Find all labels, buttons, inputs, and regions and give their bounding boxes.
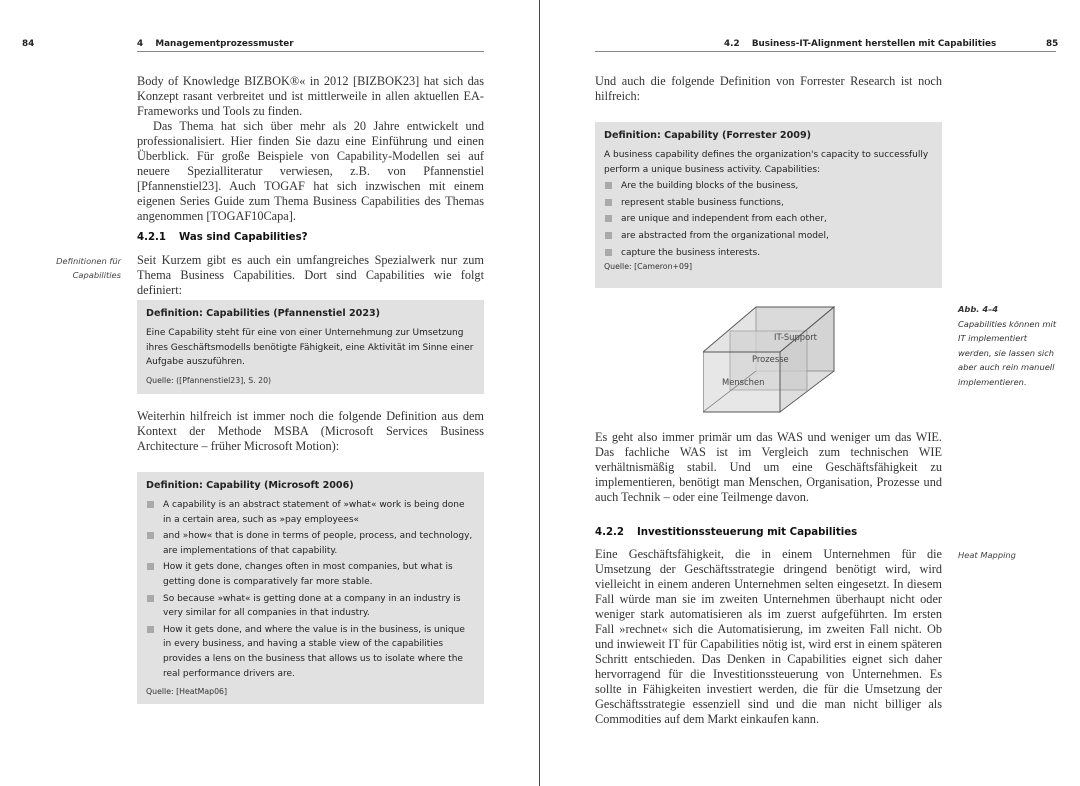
margin-note-heat-mapping: Heat Mapping [958,550,1016,560]
list-item [604,179,933,194]
investment-paragraph: Eine Geschäftsfähigkeit, die in einem Unternehmen für die Umsetzung der Geschäftsstrategie dringend benötigt wird, wird vielleicht in einem anderen Unternehmen selten eingesetzt. In diesem Fall würde man sie im zweiten Unternehmen überhaupt nicht oder weniger stark automatisieren als im zuerst aufgeführten. Im ersten Fall »rechnet« sich die Automatisierung, im zweiten Fall nicht. Ob und inwieweit IT für Capabilities nötig ist, wird erst in einem späteren Schritt entschieden. Das Denken in Capabilities eignet sich daher hervorragend für die Investitionssteuerung von Unternehmen. Es sollte in Fähigkeiten investiert werden, die für die Umsetzung der Geschäftsstrategie essenziell sind und die man nicht billiger als Commodities auf dem Markt einkaufen kann. [595,547,942,726]
square-bullet-icon [147,563,154,570]
intro-paragraph-2: Das Thema hat sich über mehr als 20 Jahre entwickelt und professionalisiert. Hier finden Sie dazu eine Einführung und einen Überblick. Für große Beispiele von Capability-Modellen sei auf neuere Spezialliteratur verwiesen, z.B. von Pfannenstiel [Pfannenstiel23]. Auch TOGAF hat sich inzwischen mit einem eigenen Series Guide zum Thema Business Capabilities des Themas angenommen [TOGAF10Capa]. [137,119,484,223]
square-bullet-icon [147,532,154,539]
square-bullet-icon [605,249,612,256]
list-item-text: A capability is an abstract statement of »what« work is being done in a certain area, such as »pay employees« [163,500,465,525]
definition-source: Quelle: [Cameron+09] [604,262,693,272]
left-running-head: 4 Managementprozessmuster [137,39,294,49]
list-item [146,560,475,589]
square-bullet-icon [605,215,612,222]
was-wie-paragraph: Es geht also immer primär um das WAS und weniger um das WIE. Das fachliche WAS ist im Vergleich zum technischen WIE verhältnismäßig stabil. Und um eine Geschäftsfähigkeit zu implementieren, benötigt man Menschen, Organisation, Prozesse und auch Technik – oder eine Teilmenge davon. [595,430,942,504]
list-item [146,623,475,681]
section-number: 4.2.2 [595,527,625,538]
margin-note-line-1: Definitionen für [56,256,121,266]
left-page-number: 84 [22,39,35,49]
square-bullet-icon [147,626,154,633]
list-item [146,498,475,527]
section-heading-4-2-1 [137,232,308,243]
figure-caption [958,302,1062,390]
definition-box-microsoft [137,472,484,704]
forrester-intro-paragraph: Und auch die folgende Definition von Forrester Research ist noch hilfreich: [595,74,942,103]
list-item-text: How it gets done, changes often in most companies, but what is getting done is comparatively far more stable. [163,562,453,587]
definition-title: Definition: Capability (Microsoft 2006) [146,480,354,491]
definition-text: A business capability defines the organization's capacity to successfully perform a unique business activity. Capabilities: [604,150,929,175]
cube-label-prozesse: Prozesse [752,354,789,364]
list-item [604,229,933,244]
list-item [604,212,933,227]
list-item [604,246,933,261]
figure-caption-text: Capabilities können mit IT implementiert werden, sie lassen sich aber auch rein manuell implementieren. [958,318,1057,387]
list-item [146,529,475,558]
definition-text: Eine Capability steht für eine von einer Unternehmung zur Umsetzung ihres Geschäftsmodells benötigte Fähigkeit, eine Aktivität im Sinne einer Aufgabe auszuführen. [146,328,474,368]
section-heading-4-2-2 [595,527,857,538]
list-item-text: How it gets done, and where the value is in the business, is unique in every business, and having a stable view of the capabilities provides a lens on the business that allows us to isolate where the real performance drivers are. [163,624,465,679]
definition-title: Definition: Capabilities (Pfannenstiel 2023) [146,308,381,319]
cube-label-it-support: IT-Support [774,332,817,342]
square-bullet-icon [605,182,612,189]
list-item-text: are unique and independent from each other, [621,214,827,225]
definition-title: Definition: Capability (Forrester 2009) [604,130,812,141]
list-item-text: and »how« that is done in terms of people, process, and technology, are implementations of that capability. [163,531,473,556]
list-item-text: represent stable business functions, [621,197,784,208]
section-number: 4.2.1 [137,232,167,243]
list-item-text: capture the business interests. [621,247,761,258]
intro-paragraph-1: Body of Knowledge BIZBOK®« in 2012 [BIZBOK23] hat sich das Konzept rasant verbreitet und ist mittlerweile in allen aktuellen EA-Frameworks und Tools zu finden. [137,74,484,118]
section-4-2-1-paragraph: Seit Kurzem gibt es auch ein umfangreiches Spezialwerk nur zum Thema Business Capabilities. Dort sind Capabilities wie folgt definiert: [137,253,484,297]
list-item-text: Are the building blocks of the business, [621,181,799,192]
definition-bullet-list [146,498,475,681]
list-item [604,196,933,211]
margin-note-definitions [20,254,121,282]
list-item [146,592,475,621]
left-intro-text [137,74,484,224]
section-title: Investitionssteuerung mit Capabilities [637,527,858,538]
margin-note-line-2: Capabilities [72,270,121,280]
square-bullet-icon [147,595,154,602]
list-item-text: So because »what« is getting done at a company in an industry is very similar for all companies in that industry. [163,593,461,619]
right-running-head: 4.2 Business-IT-Alignment herstellen mit Capabilities [724,39,997,49]
square-bullet-icon [605,199,612,206]
square-bullet-icon [605,232,612,239]
square-bullet-icon [147,501,154,508]
definition-source: Quelle: [HeatMap06] [146,687,228,697]
cube-label-menschen: Menschen [722,377,765,387]
section-title: Was sind Capabilities? [179,232,308,243]
figure-number: Abb. 4–4 [958,304,999,314]
msba-paragraph: Weiterhin hilfreich ist immer noch die folgende Definition aus dem Kontext der Methode MSBA (Microsoft Services Business Architecture – früher Microsoft Motion): [137,409,484,453]
right-page-number: 85 [1046,39,1059,49]
list-item-text: are abstracted from the organizational model, [621,230,829,241]
definition-box-pfannenstiel [137,300,484,394]
right-header-rule [595,51,1056,52]
definition-bullet-list [604,179,933,260]
definition-source: Quelle: ([Pfannenstiel23], S. 20) [146,375,272,385]
definition-box-forrester [595,122,942,288]
left-header-rule [137,51,484,52]
capability-cube-diagram [703,304,835,414]
